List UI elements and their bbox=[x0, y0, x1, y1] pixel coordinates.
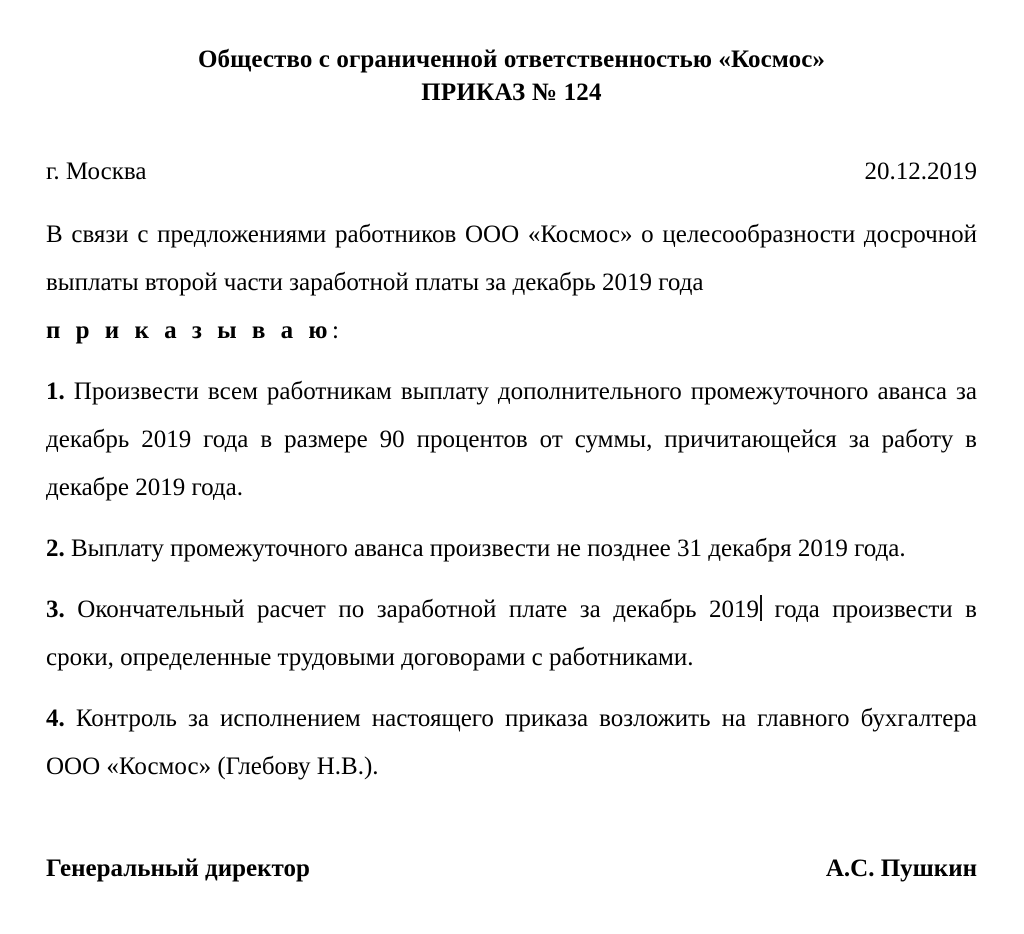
document-header bbox=[46, 0, 977, 109]
clause-text-after-caret: года произвести в сроки, определенные трудовыми договорами с работниками. bbox=[46, 596, 977, 671]
page-title: ПРИКАЗ № 124 bbox=[421, 78, 602, 106]
organization-name: Общество с ограниченной ответственностью «Космос» bbox=[197, 46, 826, 73]
signatory-name: А.С. Пушкин bbox=[825, 855, 977, 882]
clause-text: Выплату промежуточного аванса произвести не позднее 31 декабря 2019 года. bbox=[71, 535, 906, 562]
order-keyword-colon: : bbox=[332, 317, 339, 344]
clause-number: 3. bbox=[46, 596, 65, 623]
order-keyword: п р и к а з ы в а ю bbox=[46, 317, 333, 344]
preamble-paragraph bbox=[46, 211, 977, 355]
clause-number: 1. bbox=[46, 378, 65, 405]
preamble-text: В связи с предложениями работников ООО «Космос» о целесообразности досрочной выплаты второй части заработной платы за декабрь 2019 года bbox=[46, 221, 977, 296]
clause-item bbox=[46, 525, 977, 573]
clause-text: Контроль за исполнением настоящего приказа возложить на главного бухгалтера ООО «Космос» (Глебову Н.В.). bbox=[46, 705, 977, 780]
clause-number: 4. bbox=[46, 705, 65, 732]
city-label: г. Москва bbox=[46, 158, 147, 185]
document-body bbox=[46, 0, 977, 883]
clause-item bbox=[46, 695, 977, 791]
clause-item bbox=[46, 586, 977, 682]
city-date-row bbox=[46, 158, 977, 186]
signatory-title: Генеральный директор bbox=[46, 855, 310, 882]
signature-row bbox=[46, 855, 977, 883]
clause-item bbox=[46, 368, 977, 512]
clause-text: Произвести всем работникам выплату дополнительного промежуточного аванса за декабрь 2019 года в размере 90 процентов от суммы, причитающейся за работу в декабре 2019 года. bbox=[46, 378, 978, 501]
clause-number: 2. bbox=[46, 535, 65, 562]
document-date: 20.12.2019 bbox=[864, 158, 977, 185]
clause-text-before-caret: Окончательный расчет по заработной плате за декабрь 2019 bbox=[77, 596, 760, 623]
